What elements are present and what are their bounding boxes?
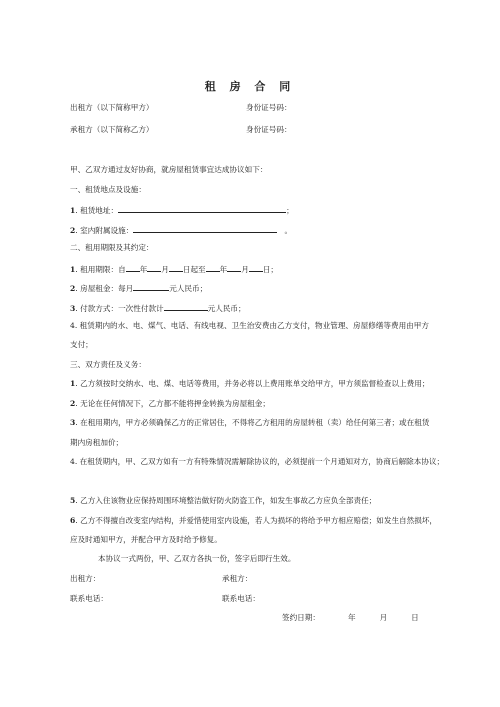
address-blank bbox=[118, 204, 286, 213]
term-year: 年 bbox=[219, 265, 228, 274]
item-end: 。 bbox=[284, 226, 293, 235]
duty-text: . 在租用期内，甲方必须确保乙方的正常居住，不得将乙方租用的房屋转租（卖）给任何第三者；或在租赁 bbox=[75, 418, 430, 427]
duty-3 bbox=[70, 418, 429, 428]
item-number: 6 bbox=[70, 516, 76, 525]
lessor-label: 出租方（以下简称甲方） bbox=[70, 103, 154, 112]
lessor-signature-label: 出租方： bbox=[70, 574, 101, 583]
term-month: 月 bbox=[161, 265, 169, 274]
term-month: 月 bbox=[241, 265, 249, 274]
start-day-blank bbox=[169, 263, 183, 272]
item-number: 3 bbox=[70, 418, 76, 427]
lessee-id-label: 身份证号码： bbox=[246, 125, 292, 134]
payment-unit: 元人民币； bbox=[207, 304, 246, 313]
item-number: 2 bbox=[70, 284, 76, 293]
date-year: 年 bbox=[347, 613, 356, 622]
term-until: 日起至 bbox=[182, 265, 206, 274]
item-rental-address bbox=[70, 204, 294, 216]
item-number: 1 bbox=[70, 206, 76, 215]
duty-text: . 乙方须按时交纳水、电、煤、电话等费用，并务必将以上费用账单交给甲方，甲方须监督检查以上费用； bbox=[75, 379, 430, 388]
term-label: . 租用期限：自 bbox=[75, 265, 126, 274]
duty-6-cont: 应及时通知甲方，并配合甲方及时给予修复。 bbox=[70, 535, 222, 544]
start-year-blank bbox=[126, 263, 140, 272]
item-number: 2 bbox=[70, 399, 76, 408]
lessee-phone-label: 联系电话： bbox=[222, 594, 260, 603]
item-facilities bbox=[70, 224, 292, 236]
lessor-phone-label: 联系电话： bbox=[70, 594, 108, 603]
item-number: 1 bbox=[70, 379, 76, 388]
item-number: 2 bbox=[70, 226, 76, 235]
item-utility-costs: 4. 租赁期内的水、电、煤气、电话、有线电视、卫生治安费由乙方支付，物业管理、房屋修缮等费用由甲方 bbox=[70, 321, 429, 330]
page-title: 租 房 合 同 bbox=[204, 80, 296, 93]
term-day: 日； bbox=[262, 265, 279, 274]
lessee-label: 承租方（以下简称乙方） bbox=[70, 125, 154, 134]
section-1-heading: 一、租赁地点及设施： bbox=[70, 185, 146, 194]
item-number: 5 bbox=[70, 496, 76, 505]
duty-5 bbox=[70, 496, 376, 506]
date-day: 日 bbox=[411, 613, 419, 622]
end-day-blank bbox=[249, 263, 263, 272]
end-year-blank bbox=[206, 263, 220, 272]
signing-date bbox=[282, 613, 419, 623]
term-year: 年 bbox=[139, 265, 148, 274]
facilities-blank bbox=[133, 224, 277, 233]
lessee-signature-label: 承租方： bbox=[222, 574, 253, 583]
closing-paragraph: 本协议一式两份，甲、乙双方各执一份，签字后即行生效。 bbox=[98, 554, 296, 563]
rent-unit: 元人民币； bbox=[169, 284, 208, 293]
item-label: . 租赁地址： bbox=[75, 206, 119, 215]
payment-label: . 付款方式：一次性付款计 bbox=[75, 304, 164, 313]
item-label: . 室内附属设施： bbox=[75, 226, 134, 235]
duty-2 bbox=[70, 399, 270, 409]
item-number: 1 bbox=[70, 265, 76, 274]
duty-1 bbox=[70, 379, 429, 389]
item-end: ； bbox=[286, 206, 294, 215]
intro-paragraph: 甲、乙双方通过友好协商，就房屋租赁事宜达成协议如下： bbox=[70, 165, 268, 174]
item-payment-method bbox=[70, 302, 246, 314]
date-label: 签约日期： bbox=[282, 613, 320, 622]
start-month-blank bbox=[147, 263, 161, 272]
item-utility-costs-cont: 支付； bbox=[70, 340, 93, 349]
rent-blank bbox=[133, 282, 169, 291]
item-monthly-rent bbox=[70, 282, 207, 294]
duty-text: . 乙方入住该物业应保持周围环境整洁做好防火防盗工作，如发生事故乙方应负全部责任； bbox=[75, 496, 377, 505]
duty-3-cont: 期内房租加价； bbox=[70, 438, 124, 447]
date-month: 月 bbox=[379, 613, 388, 622]
section-2-heading: 二、租用期限及其约定： bbox=[70, 243, 154, 252]
section-3-heading: 三、双方责任及义务： bbox=[70, 360, 146, 369]
end-month-blank bbox=[227, 263, 241, 272]
item-number: 3 bbox=[70, 304, 76, 313]
duty-text: . 乙方不得擅自改变室内结构，并爱惜使用室内设施，若人为损坏的将给予甲方相应赔偿；如发生自然损坏， bbox=[75, 516, 438, 525]
item-lease-term bbox=[70, 263, 278, 275]
duty-text: . 无论在任何情况下，乙方都不能将押金转换为房屋租金； bbox=[75, 399, 270, 408]
lessor-id-label: 身份证号码： bbox=[246, 103, 292, 112]
duty-4: 4. 在租赁期内，甲、乙双方如有一方有特殊情况需解除协议的，必须提前一个月通知对方，协商后解除本协议； bbox=[70, 457, 445, 466]
rent-label: . 房屋租金：每月 bbox=[75, 284, 134, 293]
duty-6 bbox=[70, 516, 437, 526]
payment-blank bbox=[164, 302, 208, 311]
